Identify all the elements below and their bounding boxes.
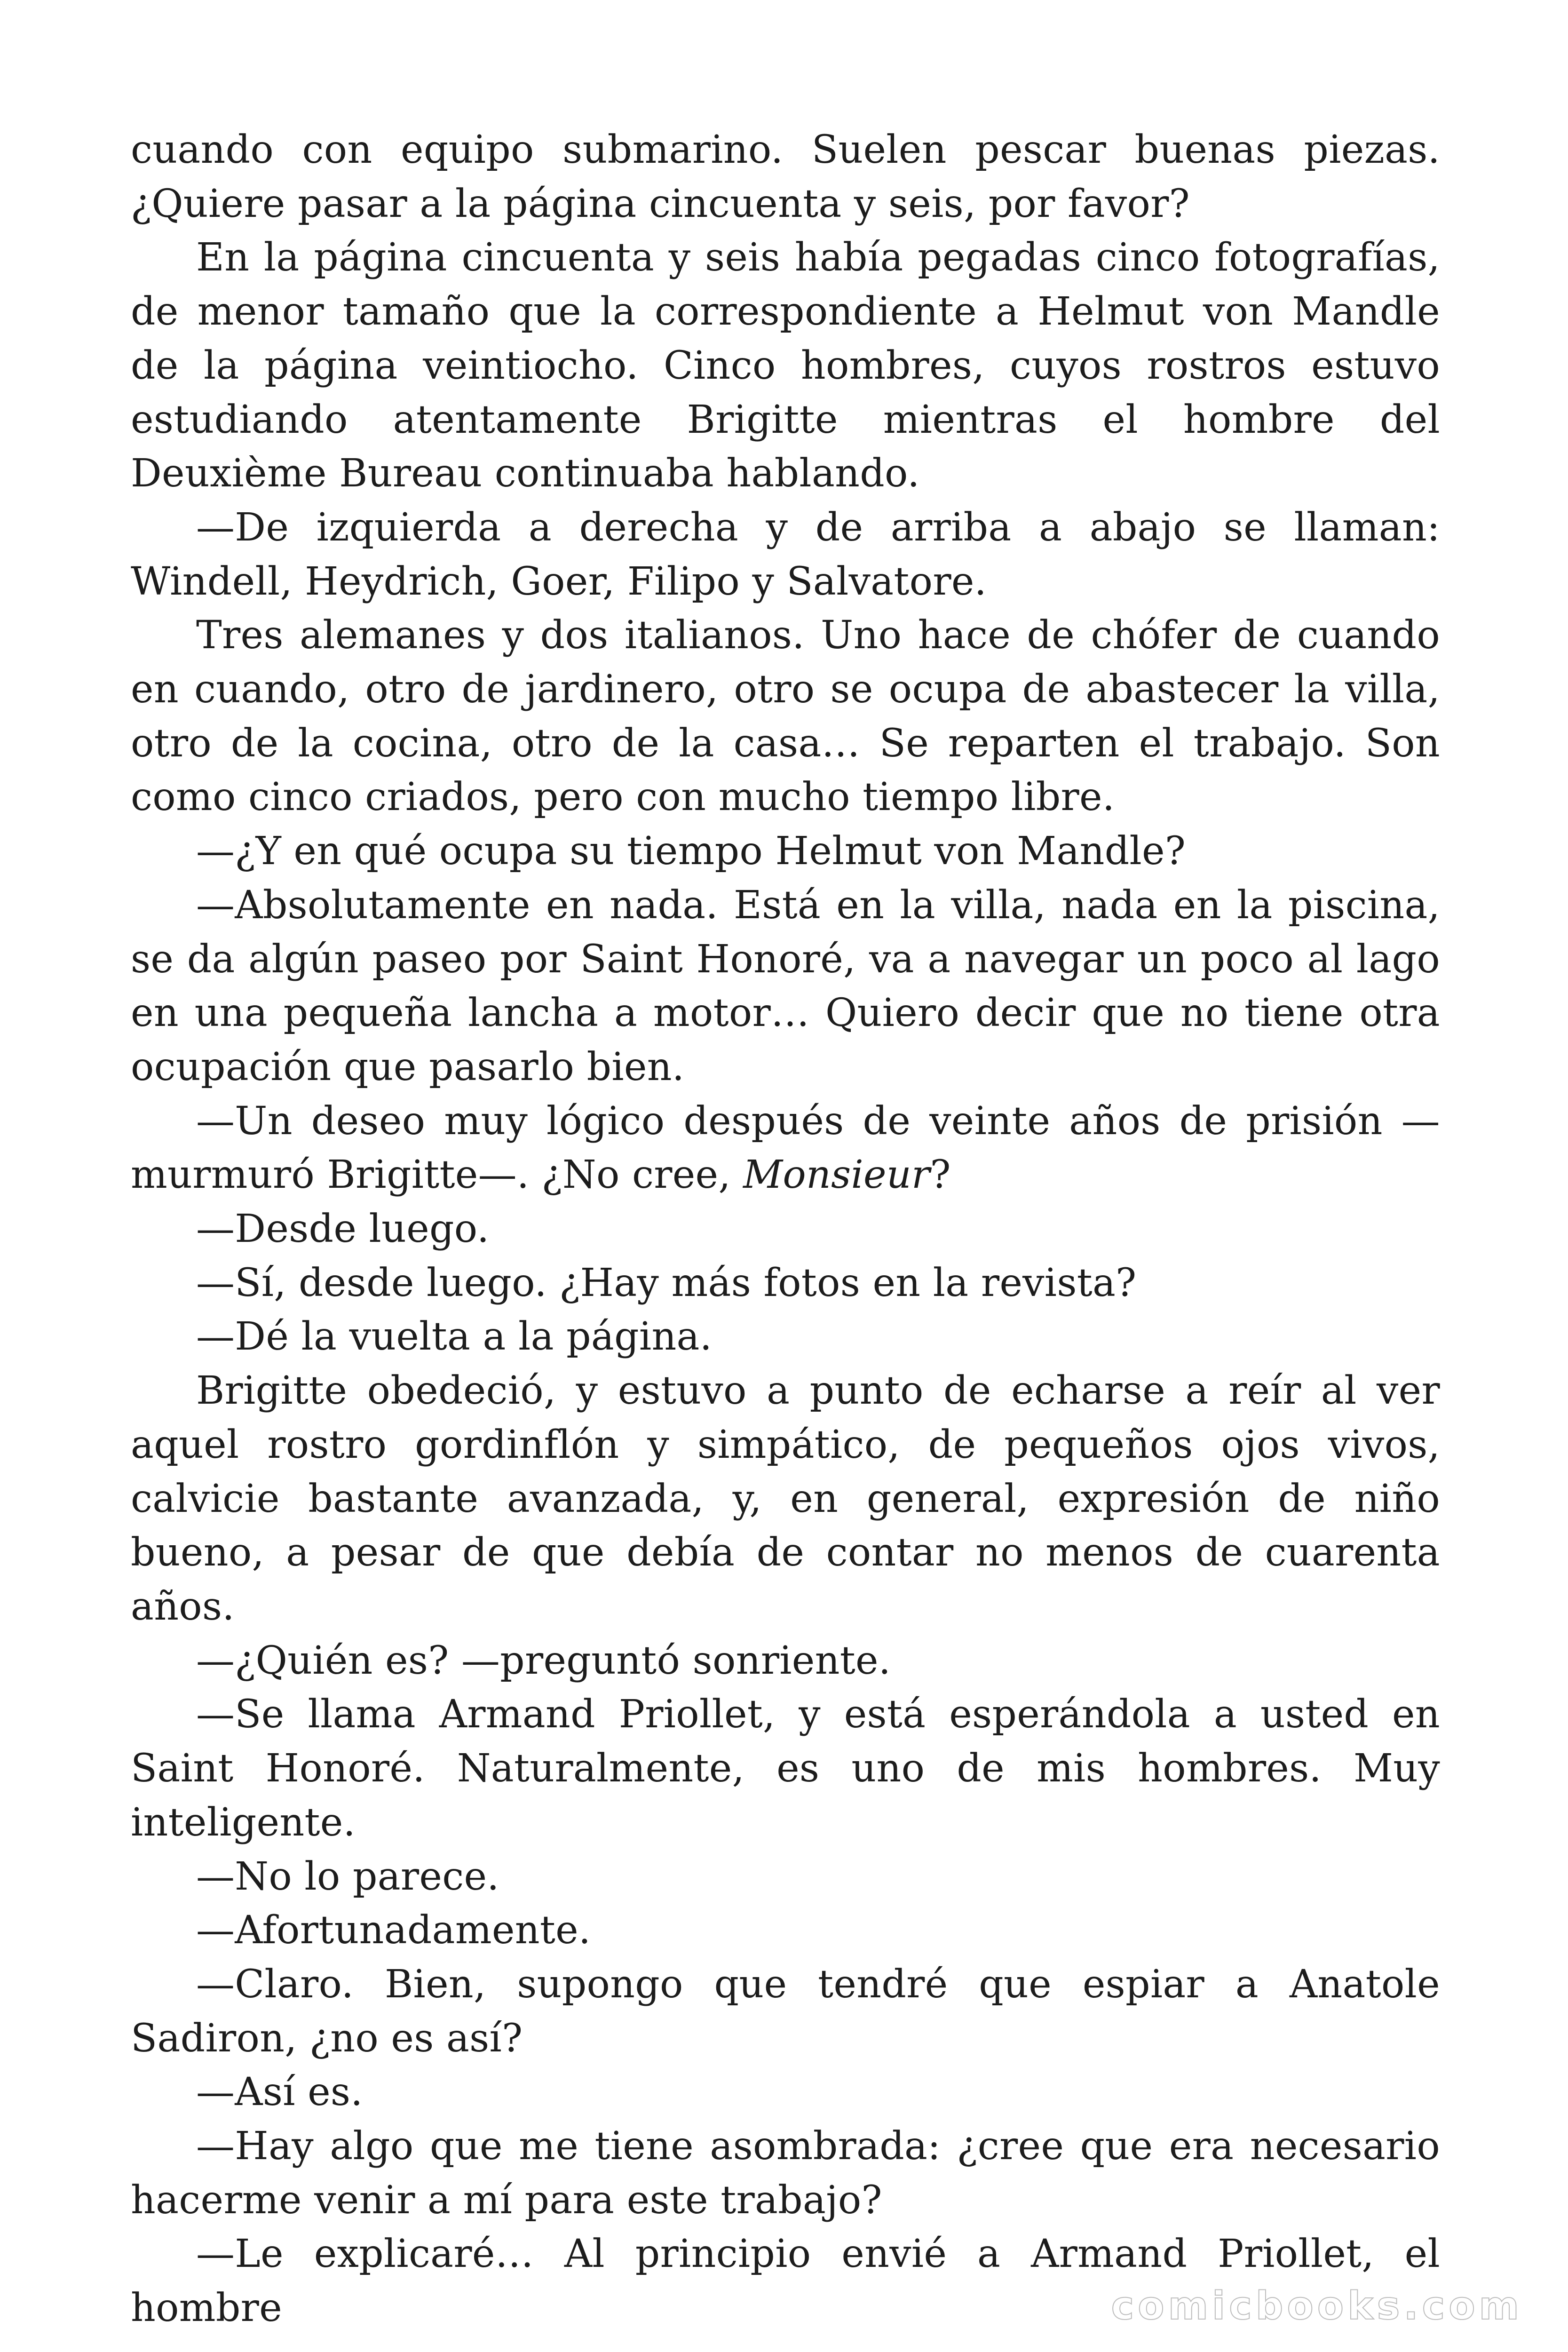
paragraph: —Dé la vuelta a la página. — [196, 1314, 713, 1359]
paragraph: —Sí, desde luego. ¿Hay más fotos en la revista? — [196, 1260, 1137, 1305]
paragraph: Tres alemanes y dos italianos. Uno hace de chófer de cuando en cuando, otro de jardinero, otro se ocupa de abastecer la villa, otro de la cocina, otro de la casa… Se reparten el trabajo. Son como cinco criados, pero con mucho tiempo libre. — [131, 613, 1440, 820]
book-page — [131, 123, 1440, 2336]
paragraph: —Así es. — [196, 2070, 363, 2115]
paragraph: —¿Quién es? —preguntó sonriente. — [196, 1638, 891, 1683]
paragraph: —Afortunadamente. — [196, 1908, 591, 1953]
paragraph: —Absolutamente en nada. Está en la villa, nada en la piscina, se da algún paseo por Saint Honoré, va a navegar un poco al lago en una pequeña lancha a motor… Quiero decir que no tiene otra ocupación que pasarlo bien. — [131, 882, 1440, 1089]
paragraph: —Hay algo que me tiene asombrada: ¿cree que era necesario hacerme venir a mí para este trabajo? — [131, 2124, 1440, 2223]
paragraph: —No lo parece. — [196, 1854, 499, 1899]
paragraph — [131, 1095, 1440, 1202]
paragraph: —De izquierda a derecha y de arriba a abajo se llaman: Windell, Heydrich, Goer, Filipo y Salvatore. — [131, 505, 1440, 604]
paragraph: —¿Y en qué ocupa su tiempo Helmut von Mandle? — [196, 829, 1186, 874]
paragraph: —Se llama Armand Priollet, y está esperándola a usted en Saint Honoré. Naturalmente, es uno de mis hombres. Muy inteligente. — [131, 1692, 1440, 1845]
paragraph-text: ? — [930, 1152, 951, 1198]
paragraph: —Desde luego. — [196, 1207, 490, 1252]
italic-word: Monsieur — [743, 1152, 930, 1198]
paragraph-text: —Un deseo muy lógico después de veinte años de prisión —murmuró Brigitte—. ¿No cree, — [131, 1098, 1440, 1198]
watermark: comicbooks.com — [1111, 2284, 1523, 2328]
paragraph: —Claro. Bien, supongo que tendré que espiar a Anatole Sadiron, ¿no es así? — [131, 1962, 1440, 2061]
paragraph: cuando con equipo submarino. Suelen pescar buenas piezas. ¿Quiere pasar a la página cincuenta y seis, por favor? — [131, 127, 1440, 226]
paragraph: En la página cincuenta y seis había pegadas cinco fotografías, de menor tamaño que la correspondiente a Helmut von Mandle de la página veintiocho. Cinco hombres, cuyos rostros estuvo estudiando atentamente Brigitte mientras el hombre del Deuxième Bureau continuaba hablando. — [131, 235, 1440, 496]
paragraph: Brigitte obedeció, y estuvo a punto de echarse a reír al ver aquel rostro gordinflón y simpático, de pequeños ojos vivos, calvicie bastante avanzada, y, en general, expresión de niño bueno, a pesar de que debía de contar no menos de cuarenta años. — [131, 1368, 1440, 1629]
paragraph: —Le explicaré… Al principio envié a Armand Priollet, el hombre — [131, 2232, 1440, 2331]
